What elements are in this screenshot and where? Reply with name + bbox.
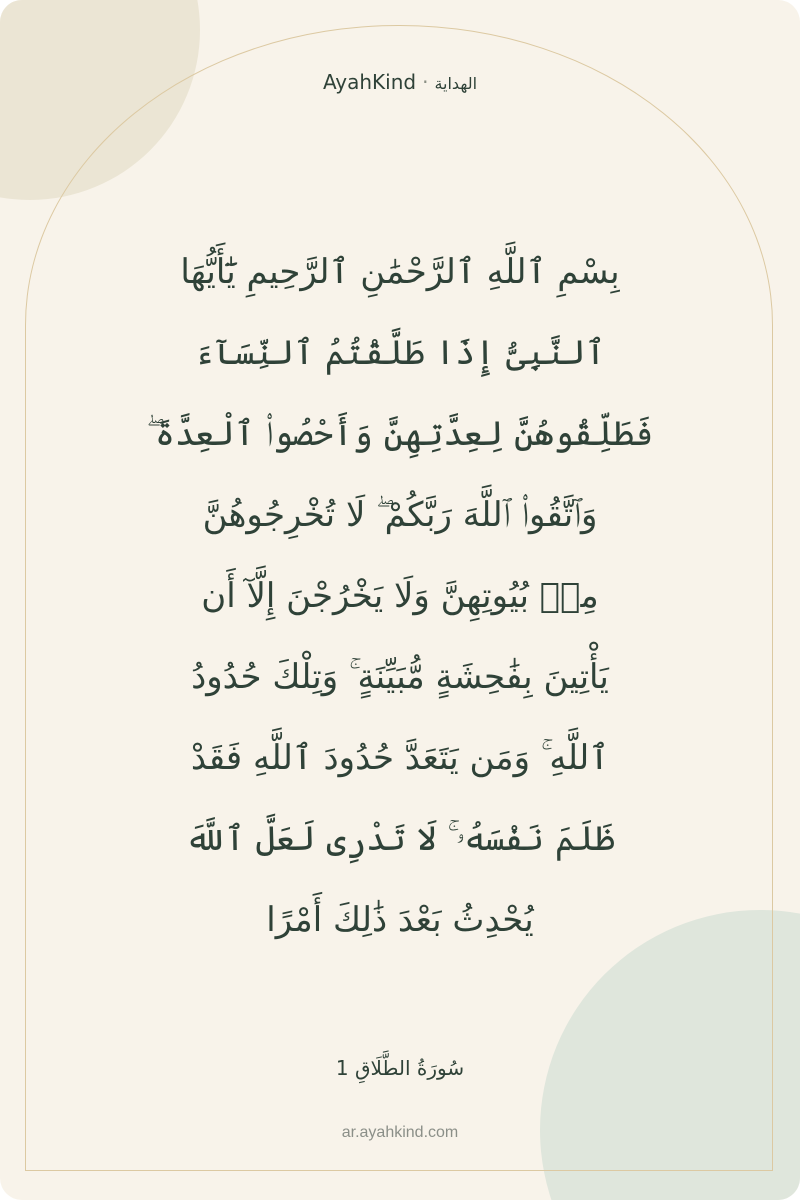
brand-separator: · [422, 70, 429, 94]
surah-name: سُورَةُ الطَّلَاقِ [355, 1056, 465, 1080]
verse-line: مِنۢ بُيُوتِهِنَّ وَلَا يَخْرُجْنَ إِلَّآ أَن [201, 576, 599, 616]
verse-line: فَطَلِّقُوهُنَّ لِعِدَّتِهِنَّ وَأَحْصُوا۟ ٱلْعِدَّةَ ۖ [146, 414, 654, 454]
verse-text [90, 232, 710, 961]
surah-reference [0, 1056, 800, 1080]
verse-line: ٱلنَّبِىُّ إِذَا طَلَّقْتُمُ ٱلنِّسَآءَ [194, 333, 606, 373]
verse-line: ٱللَّهِ ۚ وَمَن يَتَعَدَّ حُدُودَ ٱللَّهِ فَقَدْ [190, 738, 610, 778]
ayah-number: 1 [335, 1056, 349, 1080]
verse-line: وَٱتَّقُوا۟ ٱللَّهَ رَبَّكُمْ ۖ لَا تُخْرِجُوهُنَّ [202, 495, 598, 535]
verse-line: يُحْدِثُ بَعْدَ ذَٰلِكَ أَمْرًا [266, 900, 534, 940]
brand-header [0, 70, 800, 94]
brand-subtitle: الهداية [434, 74, 478, 93]
website-link[interactable]: ar.ayahkind.com [341, 1124, 459, 1141]
verse-line: يَأْتِينَ بِفَٰحِشَةٍ مُّبَيِّنَةٍ ۚ وَتِلْكَ حُدُودُ [191, 657, 609, 697]
verse-line: بِسْمِ ٱللَّهِ ٱلرَّحْمَٰنِ ٱلرَّحِيمِ يَٰٓأَيُّهَا [180, 252, 620, 292]
verse-line: ظَلَمَ نَفْسَهُۥ ۚ لَا تَدْرِى لَعَلَّ ٱللَّهَ [185, 819, 615, 859]
brand-name: AyahKind [322, 70, 417, 94]
